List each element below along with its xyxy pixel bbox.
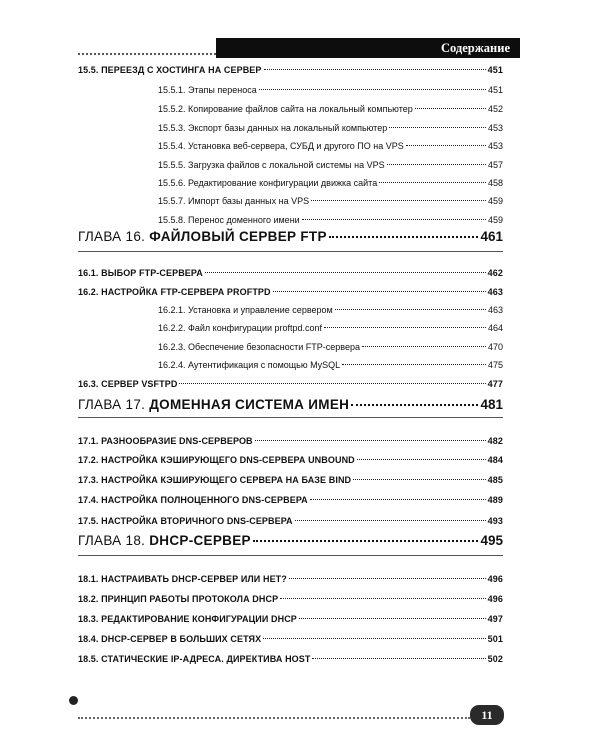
- toc-page-number: 495: [480, 533, 503, 548]
- toc-page-number: 461: [480, 229, 503, 244]
- toc-dot-leader: [379, 182, 486, 183]
- toc-page-number: 477: [487, 379, 503, 389]
- toc-dot-leader: [389, 127, 486, 128]
- footer-bullet-icon: [69, 696, 78, 705]
- toc-dot-leader: [324, 327, 486, 328]
- toc-page-number: 485: [487, 475, 503, 485]
- footer-dotted-rule: [78, 717, 470, 719]
- toc-subsection-entry: [78, 305, 503, 315]
- toc-dot-leader: [280, 598, 485, 599]
- toc-dot-leader: [289, 578, 486, 579]
- toc-page-number: 481: [480, 397, 503, 412]
- toc-page-number: 493: [487, 516, 503, 526]
- toc-page-number: 489: [487, 495, 503, 505]
- chapter-label: ГЛАВА 18.: [78, 533, 150, 548]
- toc-entry-title: 17.5. НАСТРОЙКА ВТОРИЧНОГО DNS-СЕРВЕРА: [78, 516, 293, 526]
- toc-entry-title: 16.2.3. Обеспечение безопасности FTP-сервера: [158, 342, 360, 352]
- toc-section-entry: [78, 594, 503, 604]
- toc-entry-title: 15.5.4. Установка веб-сервера, СУБД и другого ПО на VPS: [158, 141, 404, 151]
- header-title: Содержание: [216, 38, 520, 58]
- chapter-separator-line: [78, 417, 503, 418]
- toc-entry-title: 16.2. НАСТРОЙКА FTP-СЕРВЕРА PROFTPD: [78, 287, 271, 297]
- toc-dot-leader: [205, 272, 486, 273]
- toc-subsection-entry: [78, 196, 503, 206]
- toc-page-number: 470: [487, 342, 503, 352]
- toc-page-number: 453: [487, 141, 503, 151]
- toc-dot-leader: [351, 404, 478, 406]
- chapter-name: ФАЙЛОВЫЙ СЕРВЕР FTP: [149, 229, 327, 244]
- toc-dot-leader: [415, 108, 486, 109]
- chapter-label: ГЛАВА 17.: [78, 397, 150, 412]
- toc-dot-leader: [387, 164, 486, 165]
- toc-entry-title: 16.1. ВЫБОР FTP-СЕРВЕРА: [78, 268, 203, 278]
- toc-entry-title: 15.5.7. Импорт базы данных на VPS: [158, 196, 310, 206]
- toc-dot-leader: [264, 69, 486, 70]
- toc-page-number: 451: [487, 65, 503, 75]
- toc-dot-leader: [335, 309, 486, 310]
- toc-page-number: 458: [487, 178, 503, 188]
- toc-subsection-entry: [78, 342, 503, 352]
- toc-section-entry: [78, 495, 503, 505]
- toc-section-entry: [78, 475, 503, 485]
- toc-section-entry: [78, 614, 503, 624]
- toc-subsection-entry: [78, 123, 503, 133]
- toc-entry-title: [78, 533, 251, 549]
- toc-dot-leader: [329, 236, 479, 238]
- toc-entry-title: 15.5.1. Этапы переноса: [158, 85, 257, 95]
- chapter-separator-line: [78, 251, 503, 252]
- toc-entry-title: 18.2. ПРИНЦИП РАБОТЫ ПРОТОКОЛА DHCP: [78, 594, 279, 604]
- toc-dot-leader: [295, 520, 486, 521]
- toc-dot-leader: [253, 540, 479, 542]
- toc-page-number: 459: [487, 215, 503, 225]
- toc-page-number: 475: [487, 360, 503, 370]
- toc-dot-leader: [302, 219, 486, 220]
- toc-entry-title: 15.5.5. Загрузка файлов с локальной системы на VPS: [158, 160, 385, 170]
- toc-page-number: 496: [487, 594, 503, 604]
- toc-page-number: 496: [487, 574, 503, 584]
- toc-page-number: 451: [487, 85, 503, 95]
- toc-entry-title: 15.5.2. Копирование файлов сайта на локальный компьютер: [158, 104, 413, 114]
- toc-entry-title: 18.5. СТАТИЧЕСКИЕ IP-АДРЕСА. ДИРЕКТИВА HOST: [78, 654, 311, 664]
- toc-chapter-entry: [78, 397, 503, 413]
- page-number-badge: 11: [470, 705, 504, 725]
- toc-entry-title: 15.5.3. Экспорт базы данных на локальный компьютер: [158, 123, 388, 133]
- toc-section-entry: [78, 654, 503, 664]
- toc-section-entry: [78, 65, 503, 75]
- toc-page-number: 463: [487, 287, 503, 297]
- toc-subsection-entry: [78, 104, 503, 114]
- toc-entry-title: 17.4. НАСТРОЙКА ПОЛНОЦЕННОГО DNS-СЕРВЕРА: [78, 495, 308, 505]
- toc-subsection-entry: [78, 215, 503, 225]
- toc-entry-title: 16.2.4. Аутентификация с помощью MySQL: [158, 360, 341, 370]
- toc-page-number: 501: [487, 634, 503, 644]
- header-dotted-rule: [78, 53, 216, 55]
- toc-dot-leader: [406, 145, 486, 146]
- toc-entry-title: 16.2.2. Файл конфигурации proftpd.conf: [158, 323, 323, 333]
- toc-dot-leader: [263, 638, 485, 639]
- toc-dot-leader: [353, 479, 486, 480]
- toc-page-number: 497: [487, 614, 503, 624]
- toc-section-entry: [78, 455, 503, 465]
- toc-section-entry: [78, 516, 503, 526]
- toc-dot-leader: [312, 658, 485, 659]
- toc-dot-leader: [255, 440, 486, 441]
- toc-section-entry: [78, 379, 503, 389]
- toc-subsection-entry: [78, 85, 503, 95]
- chapter-separator-line: [78, 555, 503, 556]
- toc-entry-title: [78, 397, 349, 413]
- toc-entry-title: 15.5.8. Перенос доменного имени: [158, 215, 300, 225]
- toc-dot-leader: [310, 499, 486, 500]
- toc-entry-title: 18.3. РЕДАКТИРОВАНИЕ КОНФИГУРАЦИИ DHCP: [78, 614, 297, 624]
- toc-section-entry: [78, 634, 503, 644]
- toc-subsection-entry: [78, 141, 503, 151]
- chapter-name: ДОМЕННАЯ СИСТЕМА ИМЕН: [149, 397, 350, 412]
- toc-page-number: 462: [487, 268, 503, 278]
- toc-page-number: 457: [487, 160, 503, 170]
- toc-entry-title: 16.2.1. Установка и управление сервером: [158, 305, 333, 315]
- toc-page-number: 502: [487, 654, 503, 664]
- toc-dot-leader: [273, 291, 486, 292]
- toc-page-number: 452: [487, 104, 503, 114]
- toc-section-entry: [78, 574, 503, 584]
- toc-entry-title: 15.5.6. Редактирование конфигурации движка сайта: [158, 178, 378, 188]
- toc-page-number: 482: [487, 436, 503, 446]
- chapter-name: DHCP-СЕРВЕР: [149, 533, 251, 548]
- toc-dot-leader: [179, 383, 485, 384]
- toc-subsection-entry: [78, 323, 503, 333]
- toc-dot-leader: [342, 364, 486, 365]
- running-header: [78, 38, 520, 58]
- toc-dot-leader: [311, 200, 486, 201]
- toc-section-entry: [78, 436, 503, 446]
- toc-page-number: 463: [487, 305, 503, 315]
- toc-entry-title: [78, 229, 327, 245]
- toc-entry-title: 17.2. НАСТРОЙКА КЭШИРУЮЩЕГО DNS-СЕРВЕРА UNBOUND: [78, 455, 355, 465]
- toc-subsection-entry: [78, 360, 503, 370]
- toc-section-entry: [78, 268, 503, 278]
- toc-entry-title: 16.3. СЕРВЕР VSFTPD: [78, 379, 178, 389]
- toc-entry-title: 17.1. РАЗНООБРАЗИЕ DNS-СЕРВЕРОВ: [78, 436, 253, 446]
- toc-section-entry: [78, 287, 503, 297]
- toc-entry-title: 17.3. НАСТРОЙКА КЭШИРУЮЩЕГО СЕРВЕРА НА БАЗЕ BIND: [78, 475, 352, 485]
- toc-dot-leader: [362, 346, 486, 347]
- toc-chapter-entry: [78, 229, 503, 245]
- toc-subsection-entry: [78, 160, 503, 170]
- toc-entry-title: 15.5. ПЕРЕЕЗД С ХОСТИНГА НА СЕРВЕР: [78, 65, 262, 75]
- toc-entry-title: 18.4. DHCP-СЕРВЕР В БОЛЬШИХ СЕТЯХ: [78, 634, 262, 644]
- toc-page-number: 459: [487, 196, 503, 206]
- chapter-label: ГЛАВА 16.: [78, 229, 150, 244]
- toc-page-number: 484: [487, 455, 503, 465]
- toc-dot-leader: [299, 618, 486, 619]
- toc-dot-leader: [259, 89, 486, 90]
- toc-subsection-entry: [78, 178, 503, 188]
- toc-page-number: 453: [487, 123, 503, 133]
- toc-chapter-entry: [78, 533, 503, 549]
- toc-dot-leader: [357, 459, 486, 460]
- toc-entry-title: 18.1. НАСТРАИВАТЬ DHCP-СЕРВЕР ИЛИ НЕТ?: [78, 574, 287, 584]
- toc-page-number: 464: [487, 323, 503, 333]
